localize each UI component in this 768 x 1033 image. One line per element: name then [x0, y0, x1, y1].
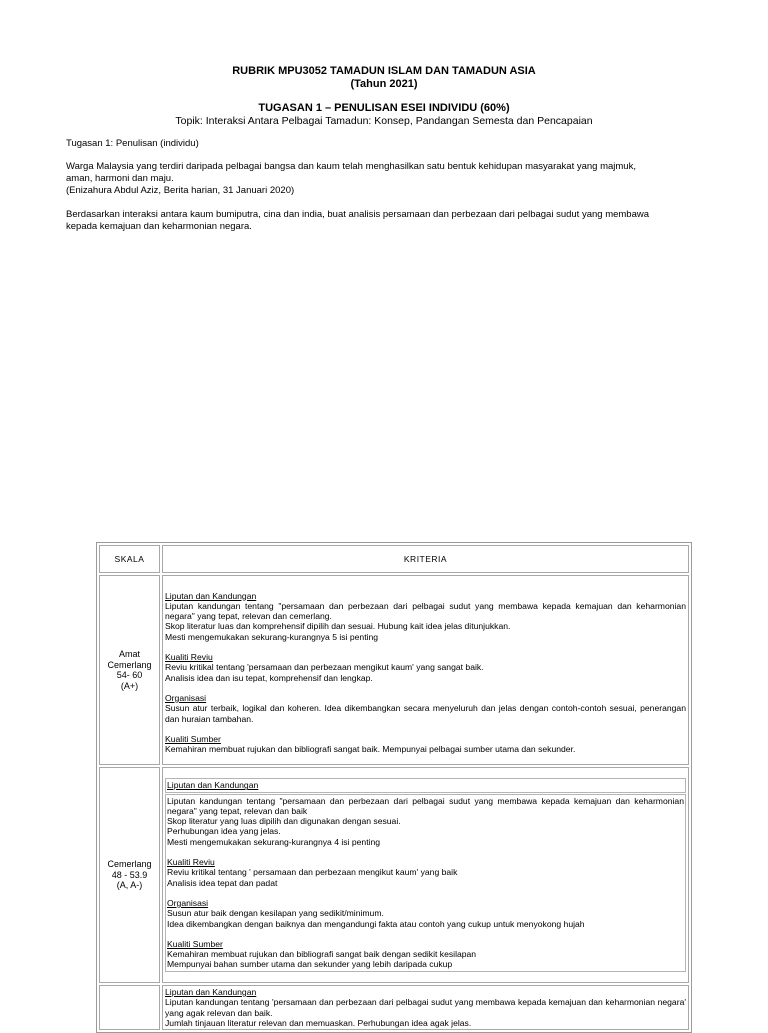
scale-label: Amat	[118, 649, 140, 659]
criteria-text: Mesti mengemukakan sekurang-kurangnya 4 isi penting	[167, 836, 381, 847]
criteria-text: Liputan kandungan tentang "persamaan dan perbezaan dari pelbagai sudut yang membawa kepada kemajuan dan keharmonian negara" yang tepat, relevan dan baik	[167, 795, 684, 816]
criteria-text: Susun atur terbaik, logikal dan koheren. Idea dikembangkan secara menyeluruh dan jelas dengan contoh-contoh sesuai, penerangan dan huraian tambahan.	[165, 703, 686, 724]
criteria-text: Perhubungan idea yang jelas.	[167, 826, 281, 837]
criteria-section	[167, 857, 684, 888]
criteria-text: Liputan kandungan tentang "persamaan dan perbezaan dari pelbagai sudut yang membawa kepada kemajuan dan keharmonian negara" yang tepat, relevan dan cemerlang.	[165, 600, 686, 622]
instruction-line: Berdasarkan interaksi antara kaum bumiputra, cina dan india, buat analisis persamaan dan perbezaan dari pelbagai sudut yang membawa	[66, 209, 650, 220]
section-heading: Liputan dan Kandungan	[165, 590, 257, 601]
criteria-text: Skop literatur luas dan komprehensif dipilih dan sesuai. Hubung kait idea jelas ditunjukkan.	[165, 621, 511, 632]
scale-range: 54- 60	[116, 670, 143, 680]
section-heading: Kualiti Sumber	[165, 733, 221, 744]
section-heading: Liputan dan Kandungan	[167, 780, 259, 791]
criteria-text: Reviu kritikal tentang 'persamaan dan perbezaan mengikut kaum' yang sangat baik.	[165, 662, 484, 673]
criteria-section	[165, 591, 686, 642]
rubric-table	[96, 542, 692, 1033]
quote-line: Warga Malaysia yang terdiri daripada pelbagai bangsa dan kaum telah menghasilkan satu bentuk kehidupan masyarakat yang majmuk,	[66, 161, 636, 172]
section-heading: Organisasi	[167, 897, 209, 908]
criteria-section	[165, 734, 686, 755]
scale-grade: (A+)	[120, 680, 139, 691]
criteria-text: Analisis idea tepat dan padat	[167, 877, 278, 888]
scale-label: Cemerlang	[107, 859, 152, 870]
criteria-text: Jumlah tinjauan literatur relevan dan memuaskan. Perhubungan idea agak jelas.	[165, 1017, 472, 1028]
quote-line: aman, harmoni dan maju.	[66, 172, 174, 184]
criteria-text: Idea dikembangkan dengan baiknya dan mengandungi fakta atau contoh yang cukup untuk menyokong hujah	[167, 918, 585, 929]
scale-cell	[99, 985, 160, 1030]
task-line: Tugasan 1: Penulisan (individu)	[66, 138, 199, 149]
criteria-text: Kemahiran membuat rujukan dan bibliografi sangat baik. Mempunyai pelbagai sumber utama dan sekunder.	[165, 744, 576, 755]
scale-range: 48 - 53.9	[111, 869, 148, 880]
criteria-subcell	[165, 794, 686, 972]
section-heading: Kualiti Reviu	[165, 652, 213, 663]
criteria-text: Analisis idea dan isu tepat, komprehensif dan lengkap.	[165, 672, 373, 683]
criteria-cell	[162, 985, 689, 1030]
document-year: (Tahun 2021)	[350, 78, 418, 90]
criteria-text: Susun atur baik dengan kesilapan yang sedikit/minimum.	[167, 908, 384, 919]
quote-source: (Enizahura Abdul Aziz, Berita harian, 31 Januari 2020)	[66, 185, 295, 196]
criteria-text: Kemahiran membuat rujukan dan bibliografi sangat baik dengan sedikit kesilapan	[167, 949, 477, 960]
criteria-text: Mesti mengemukakan sekurang-kurangnya 5 isi penting	[165, 631, 379, 642]
criteria-subcell	[165, 778, 686, 792]
scale-cell	[99, 575, 160, 765]
instruction-paragraph	[66, 209, 706, 232]
criteria-section	[167, 898, 684, 929]
criteria-cell	[162, 575, 689, 765]
criteria-cell	[162, 767, 689, 983]
criteria-section	[167, 939, 684, 970]
scale-grade: (A, A-)	[116, 880, 143, 891]
table-row	[99, 575, 689, 765]
topic-line: Topik: Interaksi Antara Pelbagai Tamadun: Konsep, Pandangan Semesta dan Pencapaian	[175, 115, 593, 127]
section-heading: Kualiti Reviu	[167, 857, 215, 868]
scale-cell	[99, 767, 160, 983]
table-header-row	[99, 545, 689, 573]
criteria-text: Mempunyai bahan sumber utama dan sekunder yang lebih daripada cukup	[167, 959, 453, 970]
table-row	[99, 767, 689, 983]
scale-label: Cemerlang	[107, 659, 152, 670]
quote-paragraph	[66, 161, 706, 184]
document-title: RUBRIK MPU3052 TAMADUN ISLAM DAN TAMADUN ASIA	[232, 65, 536, 77]
criteria-text: Liputan kandungan tentang 'persamaan dan perbezaan dari pelbagai sudut yang membawa kepada kemajuan dan keharmonian negara' yang agak relevan dan baik.	[165, 997, 686, 1018]
header-criteria: KRITERIA	[162, 545, 689, 573]
section-heading: Kualiti Sumber	[167, 938, 223, 949]
criteria-text: Reviu kritikal tentang ' persamaan dan perbezaan mengikut kaum' yang baik	[167, 867, 458, 878]
section-heading: Liputan dan Kandungan	[165, 987, 257, 997]
criteria-section	[165, 693, 686, 724]
table-row	[99, 985, 689, 1030]
section-heading: Organisasi	[165, 692, 207, 703]
instruction-line: kepada kemajuan dan keharmonian negara.	[66, 220, 252, 232]
header-scale: SKALA	[99, 545, 160, 573]
task-heading: TUGASAN 1 – PENULISAN ESEI INDIVIDU (60%)	[258, 102, 510, 114]
criteria-text: Skop literatur yang luas dipilih dan digunakan dengan sesuai.	[167, 816, 401, 827]
criteria-section	[165, 652, 686, 683]
